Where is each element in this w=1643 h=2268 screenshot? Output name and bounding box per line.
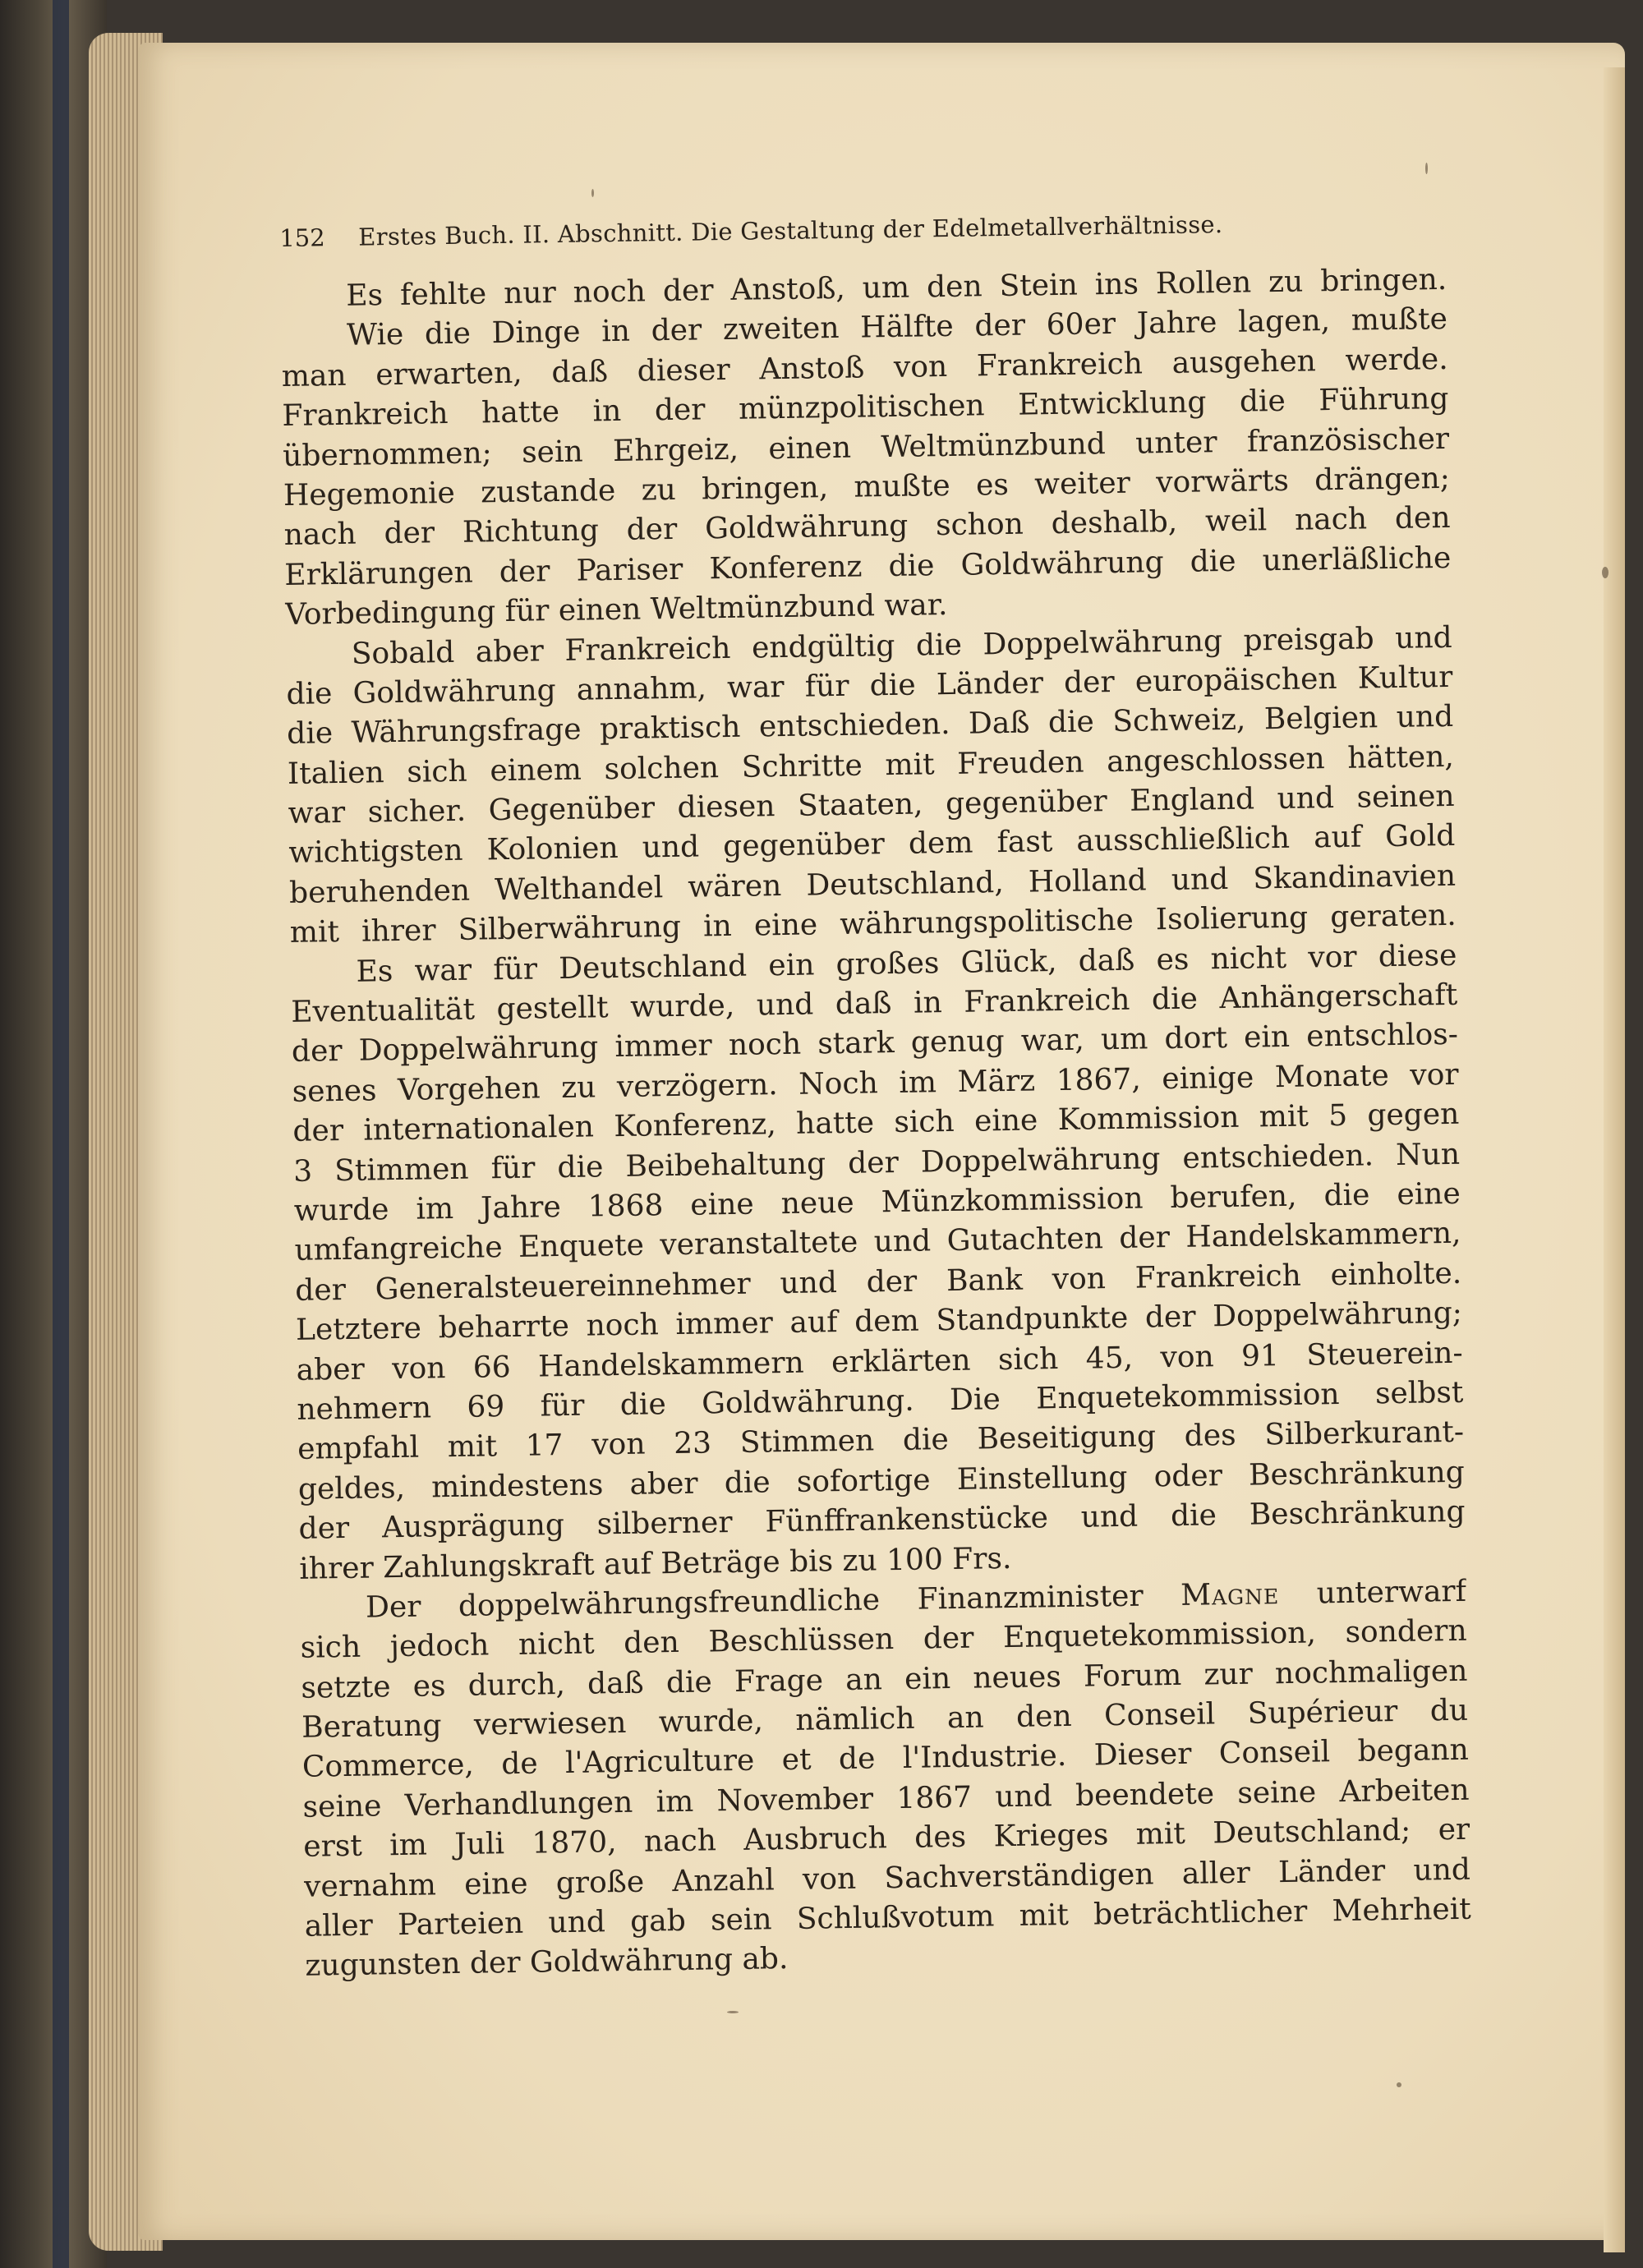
text-line: die Währungsfrage praktisch entschieden. Daß die Schweiz, Belgien und	[286, 700, 1454, 752]
page-number: 152	[279, 223, 325, 252]
text-line: übernommen; sein Ehrgeiz, einen Weltmünzbund unter französischer	[282, 421, 1450, 473]
text-line: setzte es durch, daß die Frage an ein neues Forum zur nochmaligen	[301, 1654, 1468, 1705]
speck	[591, 189, 594, 197]
text-line: der Ausprägung silberner Fünffrankenstücke und die Beschränkung	[298, 1494, 1466, 1546]
paragraph-5	[300, 1572, 1472, 1987]
text-line: Erklärungen der Pariser Konferenz die Goldwährung die unerläßliche	[284, 541, 1452, 592]
text-line: der Doppelwährung immer noch stark genug war, um dort ein entschlos-	[291, 1018, 1459, 1070]
text-line: aller Parteien und gab sein Schlußvotum mit beträchtlicher Mehrheit	[304, 1892, 1471, 1944]
text-line: wurde im Jahre 1868 eine neue Münzkommission berufen, die eine	[293, 1176, 1461, 1228]
text-line: Vorbedingung für einen Weltmünzbund war.	[284, 588, 948, 633]
text-line: nach der Richtung der Goldwährung schon deshalb, weil nach den	[283, 501, 1451, 553]
speck	[1397, 2082, 1401, 2087]
text-line: sich jedoch nicht den Beschlüssen der Enquetekommission, sondern	[300, 1614, 1467, 1666]
text-line: mit ihrer Silberwährung in eine währungspolitische Isolierung geraten.	[289, 899, 1457, 950]
text-line: Es fehlte nur noch der Anstoß, um den Stein ins Rollen zu bringen.	[346, 262, 1447, 313]
text-line: Commerce, de l'Agriculture et de l'Industrie. Dieser Conseil begann	[301, 1733, 1470, 1785]
book-spine-band	[53, 0, 69, 2268]
text-line: Sobald aber Frankreich endgültig die Doppelwährung preisgab und	[351, 620, 1452, 671]
text-line: Eventualität gestellt wurde, und daß in Frankreich die Anhängerschaft	[290, 978, 1458, 1029]
running-head-title: Erstes Buch. II. Abschnitt. Die Gestaltung der Edelmetallverhältnisse.	[358, 209, 1223, 251]
paragraph-3	[285, 618, 1457, 953]
person-name-smallcaps: Magne	[1180, 1577, 1280, 1612]
paragraph-2	[281, 300, 1452, 635]
text-line: Letztere beharrte noch immer auf dem Standpunkte der Doppelwährung;	[295, 1295, 1463, 1348]
text-fragment: Der doppelwährungsfreundliche Finanzminister	[365, 1578, 1181, 1625]
text-fragment: unterwarf	[1278, 1574, 1467, 1612]
text-line: seine Verhandlungen im November 1867 und beendete seine Arbeiten	[302, 1773, 1470, 1824]
paragraph-4	[290, 936, 1466, 1589]
text-line: nehmern 69 für die Goldwährung. Die Enquetekommission selbst	[297, 1375, 1464, 1427]
text-line: die Goldwährung annahm, war für die Länder der europäischen Kultur	[286, 660, 1453, 711]
text-line: vernahm eine große Anzahl von Sachverständigen aller Länder und	[303, 1852, 1471, 1904]
text-line: Italien sich einem solchen Schritte mit Freuden angeschlossen hätten,	[287, 739, 1455, 791]
text-line: umfangreiche Enquete veranstaltete und Gutachten der Handelskammern,	[294, 1217, 1461, 1268]
speck	[1602, 567, 1608, 578]
text-line: Hegemonie zustande zu bringen, mußte es weiter vorwärts drängen;	[283, 461, 1451, 513]
text-line: zugunsten der Goldwährung ab.	[305, 1942, 789, 1984]
speck	[727, 2011, 739, 2013]
text-line: der Generalsteuereinnehmer und der Bank von Frankreich einholte.	[294, 1256, 1462, 1308]
page-text-block	[279, 205, 1472, 1987]
page-right-edge	[1604, 67, 1625, 2252]
text-line: Frankreich hatte in der münzpolitischen Entwicklung die Führung	[282, 382, 1449, 434]
text-line: beruhenden Welthandel wären Deutschland, Holland und Skandinavien	[288, 858, 1457, 910]
text-line: Es war für Deutschland ein großes Glück, daß es nicht vor diese	[356, 938, 1457, 989]
speck	[1425, 163, 1428, 174]
text-line: erst im Juli 1870, nach Ausbruch des Krieges mit Deutschland; er	[303, 1812, 1470, 1865]
text-line: geldes, mindestens aber die sofortige Einstellung oder Beschränkung	[297, 1455, 1466, 1507]
text-line: senes Vorgehen zu verzögern. Noch im März 1867, einige Monate vor	[292, 1057, 1459, 1109]
text-line: ihrer Zahlungskraft auf Beträge bis zu 100 Frs.	[299, 1541, 1012, 1586]
text-line: Wie die Dinge in der zweiten Hälfte der 60er Jahre lagen, mußte	[346, 302, 1448, 353]
text-line: war sicher. Gegenüber diesen Staaten, gegenüber England und seinen	[288, 779, 1455, 830]
text-line: 3 Stimmen für die Beibehaltung der Doppelwährung entschieden. Nun	[292, 1137, 1461, 1189]
text-line: der internationalen Konferenz, hatte sich eine Kommission mit 5 gegen	[292, 1097, 1460, 1149]
text-line: aber von 66 Handelskammern erklärten sich 45, von 91 Steuerein-	[296, 1336, 1463, 1387]
text-line: man erwarten, daß dieser Anstoß von Frankreich ausgehen werde.	[281, 342, 1448, 393]
text-line: Beratung verwiesen wurde, nämlich an den Conseil Supérieur du	[301, 1693, 1469, 1745]
text-line: empfahl mit 17 von 23 Stimmen die Beseitigung des Silberkurant-	[297, 1415, 1465, 1467]
text-line: wichtigsten Kolonien und gegenüber dem fast ausschließlich auf Gold	[288, 819, 1456, 871]
